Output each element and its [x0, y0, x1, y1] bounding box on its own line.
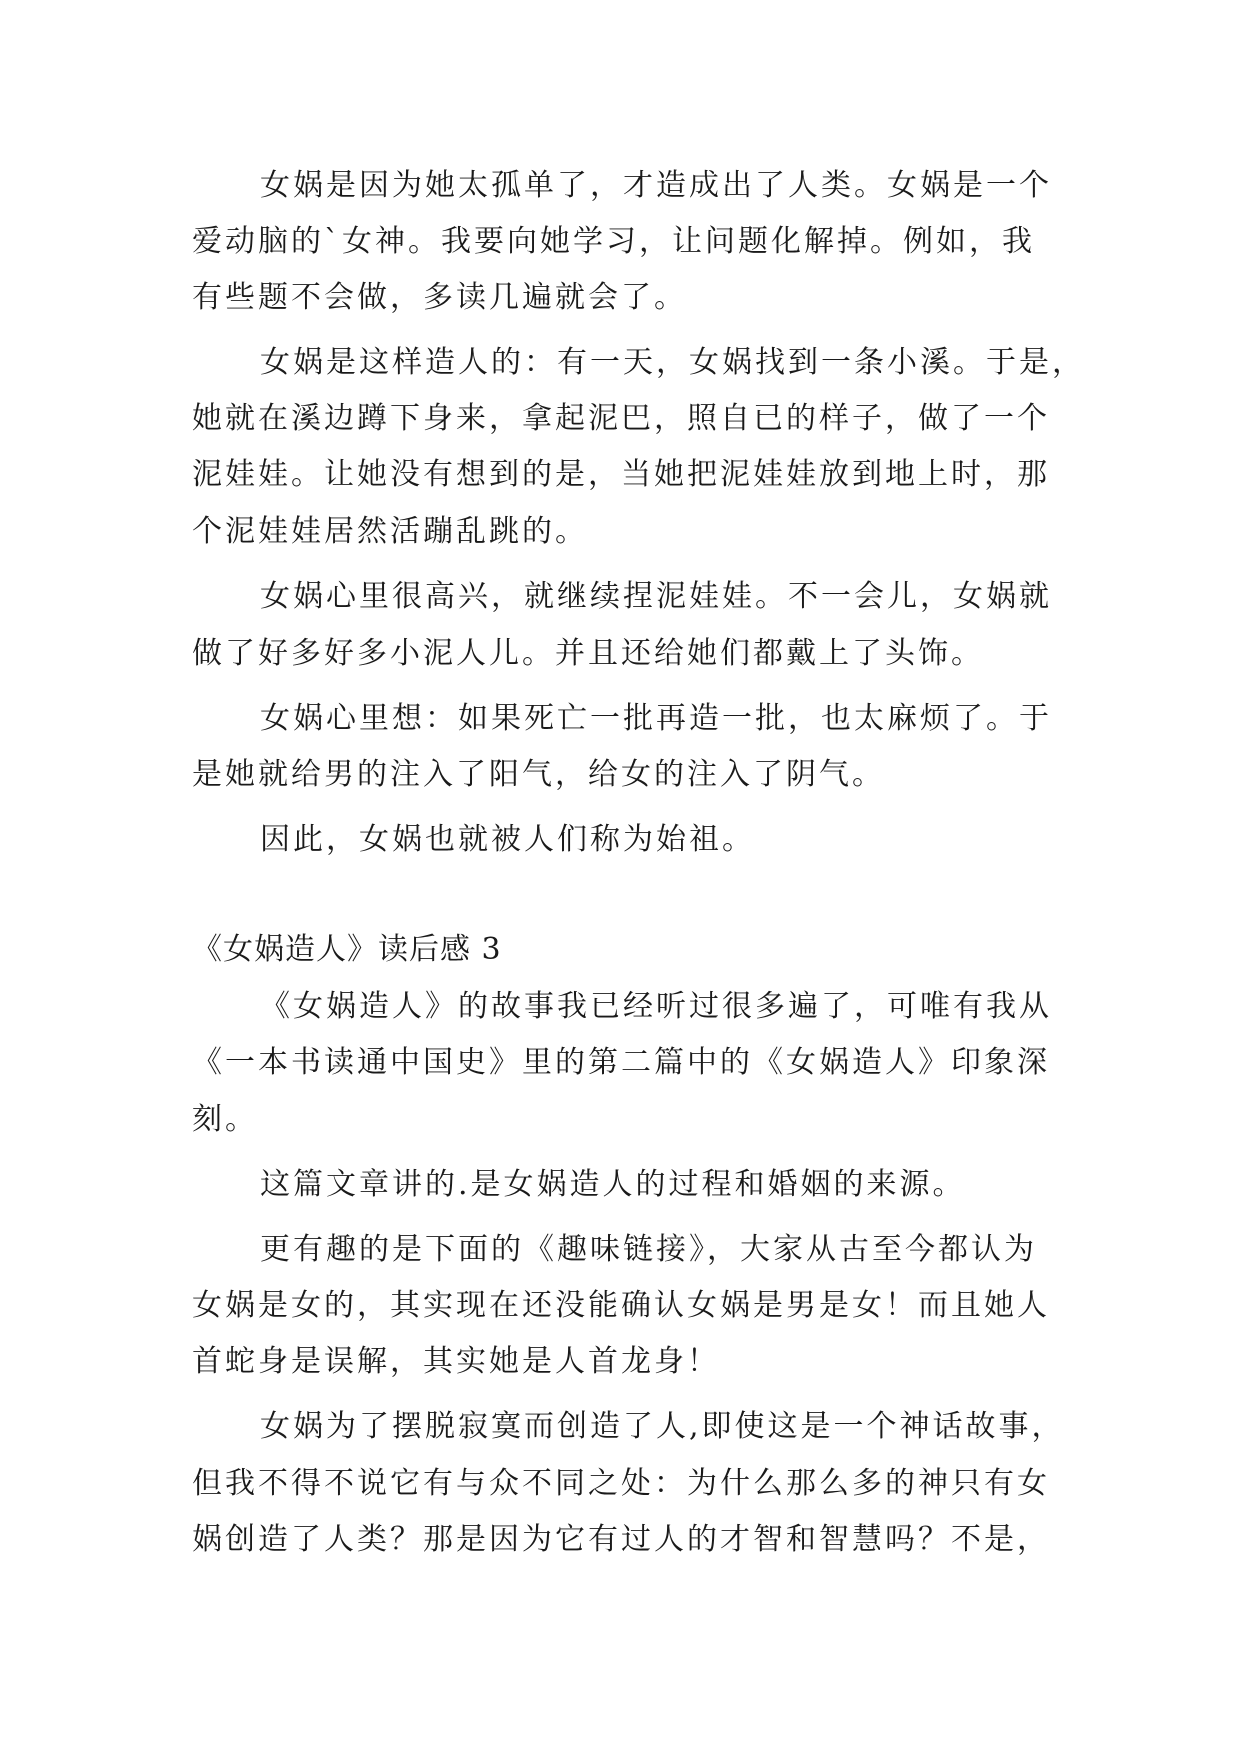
paragraph-2-line-1: 女娲是这样造人的：有一天，女娲找到一条小溪。于是，	[260, 345, 1085, 380]
section-heading: 《女娲造人》读后感 3	[192, 932, 502, 967]
paragraph-6-line-3: 刻。	[192, 1102, 258, 1137]
paragraph-1-line-3: 有些题不会做，多读几遍就会了。	[192, 280, 687, 315]
paragraph-7-line-1: 这篇文章讲的.是女娲造人的过程和婚姻的来源。	[260, 1167, 966, 1202]
paragraph-1-line-1: 女娲是因为她太孤单了，才造成出了人类。女娲是一个	[260, 168, 1052, 203]
paragraph-2-line-3: 泥娃娃。让她没有想到的是，当她把泥娃娃放到地上时，那	[192, 457, 1050, 492]
paragraph-2-line-2: 她就在溪边蹲下身来，拿起泥巴，照自已的样子，做了一个	[192, 401, 1050, 436]
paragraph-9-line-1: 女娲为了摆脱寂寞而创造了人,即使这是一个神话故事，	[260, 1409, 1065, 1444]
paragraph-3-line-1: 女娲心里很高兴，就继续捏泥娃娃。不一会儿，女娲就	[260, 579, 1052, 614]
paragraph-9-line-3: 娲创造了人类？那是因为它有过人的才智和智慧吗？不是，	[192, 1522, 1050, 1557]
paragraph-6-line-2: 《一本书读通中国史》里的第二篇中的《女娲造人》印象深	[192, 1045, 1050, 1080]
paragraph-1-line-2: 爱动脑的`女神。我要向她学习，让问题化解掉。例如，我	[192, 224, 1035, 259]
paragraph-5-line-1: 因此，女娲也就被人们称为始祖。	[260, 822, 755, 857]
paragraph-6-line-1: 《女娲造人》的故事我已经听过很多遍了，可唯有我从	[260, 989, 1052, 1024]
paragraph-2-line-4: 个泥娃娃居然活蹦乱跳的。	[192, 514, 588, 549]
paragraph-9-line-2: 但我不得不说它有与众不同之处：为什么那么多的神只有女	[192, 1466, 1050, 1501]
paragraph-4-line-1: 女娲心里想：如果死亡一批再造一批，也太麻烦了。于	[260, 701, 1052, 736]
paragraph-8-line-3: 首蛇身是误解，其实她是人首龙身！	[192, 1344, 720, 1379]
paragraph-8-line-2: 女娲是女的，其实现在还没能确认女娲是男是女！而且她人	[192, 1288, 1050, 1323]
paragraph-3-line-2: 做了好多好多小泥人儿。并且还给她们都戴上了头饰。	[192, 636, 984, 671]
paragraph-4-line-2: 是她就给男的注入了阳气，给女的注入了阴气。	[192, 757, 885, 792]
paragraph-8-line-1: 更有趣的是下面的《趣味链接》，大家从古至今都认为	[260, 1232, 1037, 1267]
